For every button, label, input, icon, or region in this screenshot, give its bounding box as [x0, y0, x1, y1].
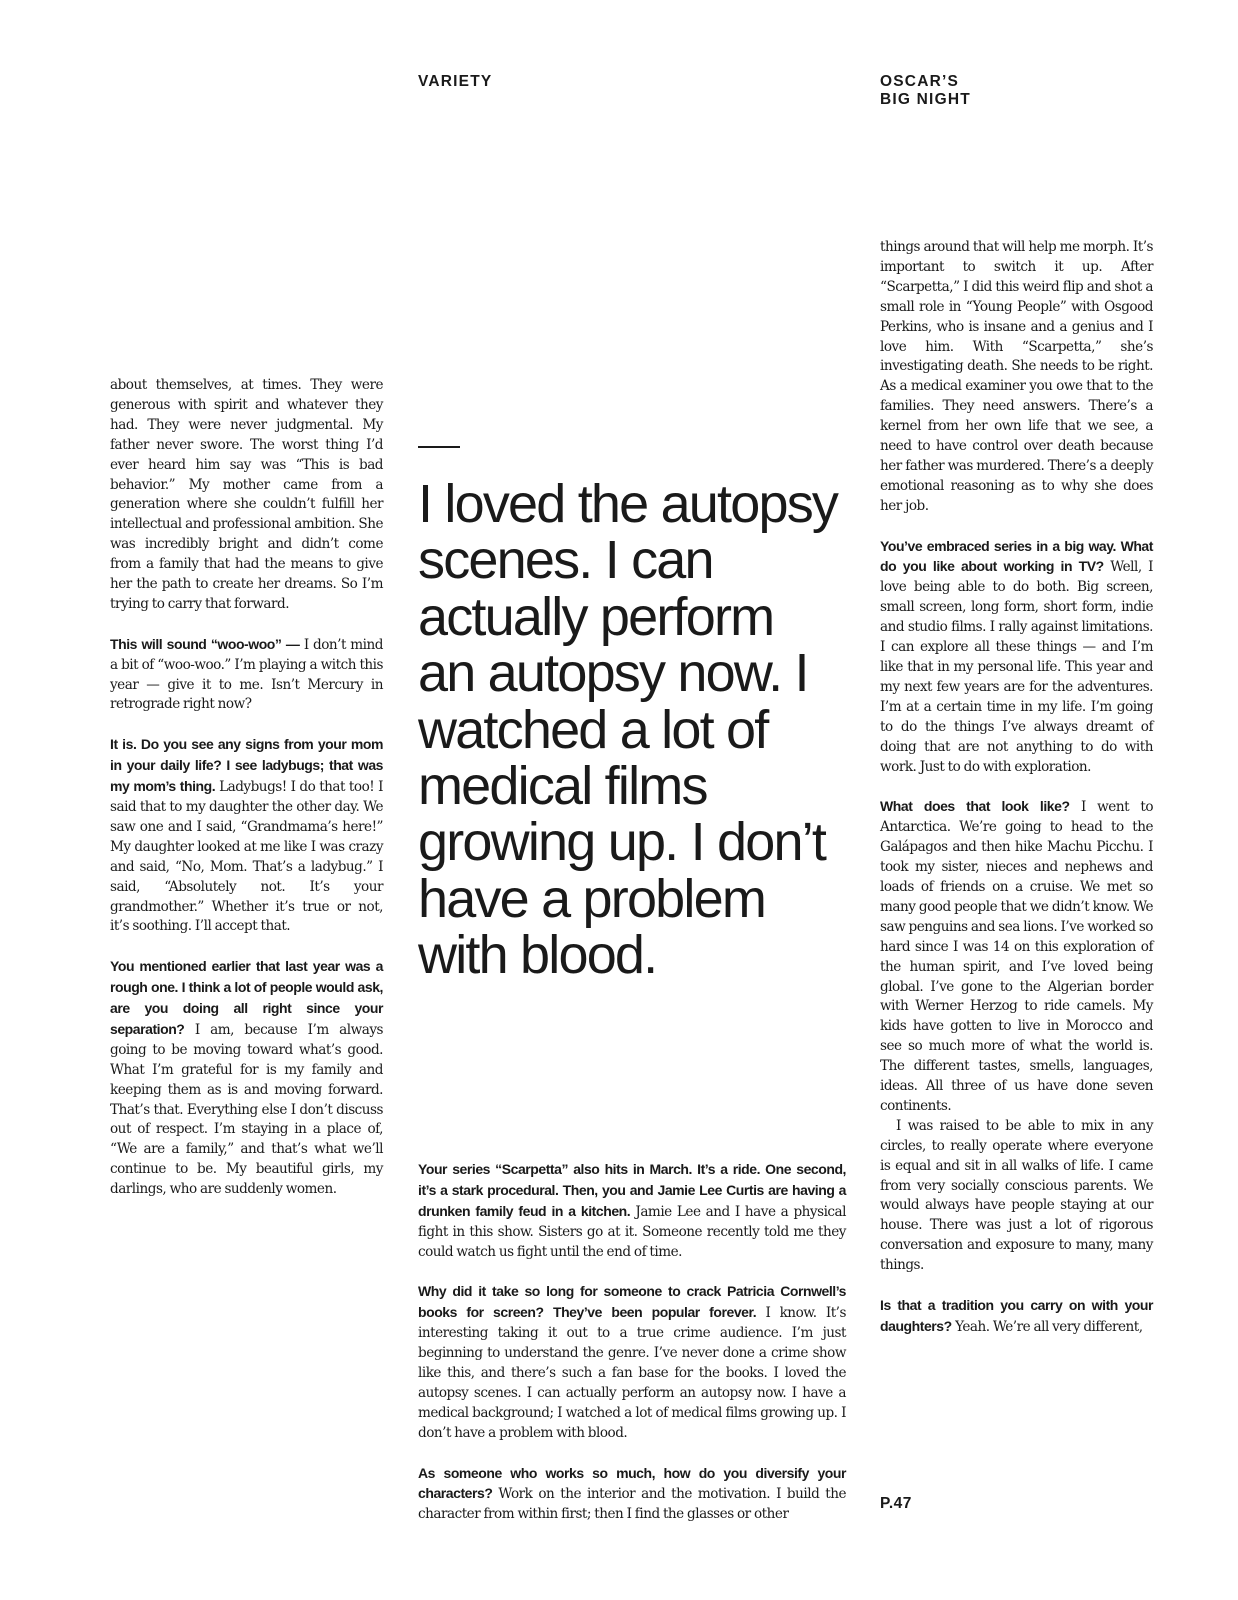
paragraph	[880, 1117, 1153, 1276]
paragraph	[880, 537, 1153, 778]
question: Is that a tradition you carry on with your daughters?	[880, 1296, 1153, 1334]
paragraph	[880, 237, 1153, 517]
paragraph	[110, 735, 383, 937]
answer: Well, I love being able to do both. Big screen, small screen, long form, short form, indie and studio films. I rally against limitations. I can explore all these things — and I’m like that in my personal life. This year and my next few years are for the adventures. I’m at a certain time in my life. I’m going to do the things I’ve always dreamt of doing that are not anything to do with work. Just to do with exploration.	[880, 559, 1153, 775]
paragraph	[880, 797, 1153, 1117]
question: You’ve embraced series in a big way. What do you like about working in TV?	[880, 537, 1153, 575]
question: It is. Do you see any signs from your mom in your daily life? I see ladybugs; that was my mom’s thing.	[110, 736, 383, 795]
left-column	[110, 375, 383, 1220]
answer: I went to Antarctica. We’re going to head to the Galápagos and then hike Machu Picchu. I took my sister, nieces and nephews and loads of friends on a cruise. We met so many good people that we didn’t know. We saw penguins and sea lions. I’ve worked so hard since I was 14 on this exploration of the human spirit, and I’ve loved being global. I’ve gone to the Algerian border with Werner Herzog to ride camels. My kids have gotten to live in Morocco and see so much more of what the world is. The different tastes, smells, languages, ideas. All three of us have done seven continents.	[880, 799, 1154, 1114]
right-column	[880, 237, 1153, 1358]
section-title-line-2: BIG NIGHT	[880, 91, 971, 108]
question: Your series “Scarpetta” also hits in March. It’s a ride. One second, it’s a stark procedural. Then, you and Jamie Lee Curtis are having a drunken family feud in a kitchen.	[418, 1161, 846, 1219]
question: As someone who works so much, how do you diversify your characters?	[418, 1464, 846, 1502]
answer: I don’t mind a bit of “woo-woo.” I’m playing a witch this year — give it to me. Isn’t Mercury in retrograde right now?	[110, 636, 383, 713]
answer: about themselves, at times. They were generous with spirit and whatever they had. They were never judgmental. My father never swore. The worst thing I’d ever heard him say was “This is bad behavior.” My mother came from a generation where she couldn’t fulfill her intellectual and professional ambition. She was incredibly bright and didn’t come from a family that had the means to give her the path to create her dreams. So I’m trying to carry that forward.	[110, 377, 383, 612]
question: This will sound “woo-woo” —	[110, 635, 300, 652]
section-title-line-1: OSCAR’S	[880, 73, 960, 90]
answer: I am, because I’m always going to be moving toward what’s good. What I’m grateful for is my family and keeping them as is and moving forward. That’s that. Everything else I don’t discuss out of respect. I’m staying in a place of, “We are a family,” and that’s what we’ll continue to be. My beautiful girls, my darlings, who are suddenly women.	[110, 1021, 383, 1198]
paragraph	[880, 1296, 1153, 1338]
answer: Yeah. We’re all very different,	[955, 1318, 1143, 1335]
page-number: P.47	[880, 1495, 912, 1512]
answer: I know. It’s interesting taking it out to a true crime audience. I’m just beginning to understand the genre. I’ve never done a crime show like this, and there’s such a fan base for the books. I loved the autopsy scenes. I can actually perform an autopsy now. I have a medical background; I watched a lot of medical films growing up. I don’t have a problem with blood.	[418, 1305, 846, 1441]
paragraph	[110, 957, 383, 1200]
answer: I was raised to be able to mix in any circles, to really operate where everyone is equal and sit in all walks of life. I came from very socially conscious parents. We would always have people staying at our house. There was just a lot of rigorous conversation and exposure to many, many things.	[880, 1117, 1153, 1274]
middle-column	[418, 1160, 846, 1545]
question: What does that look like?	[880, 798, 1070, 815]
paragraph	[110, 375, 383, 615]
answer: Work on the interior and the motivation. I build the character from within first; then I find the glasses or other	[418, 1486, 847, 1523]
pull-quote-rule	[418, 446, 460, 448]
paragraph	[418, 1160, 846, 1263]
paragraph	[418, 1464, 846, 1526]
pull-quote: I loved the autopsy scenes. I can actually perform an autopsy now. I watched a lot of medical films growing up. I don’t have a problem with blood.	[418, 474, 838, 986]
question: Why did it take so long for someone to crack Patricia Cornwell’s books for screen? They’ve been popular forever.	[418, 1283, 846, 1321]
answer: things around that will help me morph. It’s important to switch it up. After “Scarpetta,” I did this weird flip and shot a small role in “Young People” with Osgood Perkins, who is insane and a genius and I love him. With “Scarpetta,” she’s investigating death. She needs to be right. As a medical examiner you owe that to the families. They need answers. There’s a kernel from her own life that we see, a need to have control over death because her father was murdered. There’s a deeply emotional reasoning as to why she does her job.	[880, 239, 1153, 514]
paragraph	[110, 635, 383, 716]
answer: Ladybugs! I do that too! I said that to my daughter the other day. We saw one and I said, “Grandmama’s here!” My daughter looked at me like I was crazy and said, “No, Mom. That’s a ladybug.” I said, “Absolutely not. It’s your grandmother.” Whether it’s true or not, it’s soothing. I’ll accept that.	[110, 779, 384, 935]
section-title	[880, 73, 1020, 109]
answer: Jamie Lee and I have a physical fight in this show. Sisters go at it. Someone recently told me they could watch us fight until the end of time.	[418, 1203, 846, 1260]
paragraph	[418, 1282, 846, 1443]
question: You mentioned earlier that last year was a rough one. I think a lot of people would ask, are you doing all right since your separation?	[110, 958, 383, 1037]
magazine-name: VARIETY	[418, 73, 493, 90]
